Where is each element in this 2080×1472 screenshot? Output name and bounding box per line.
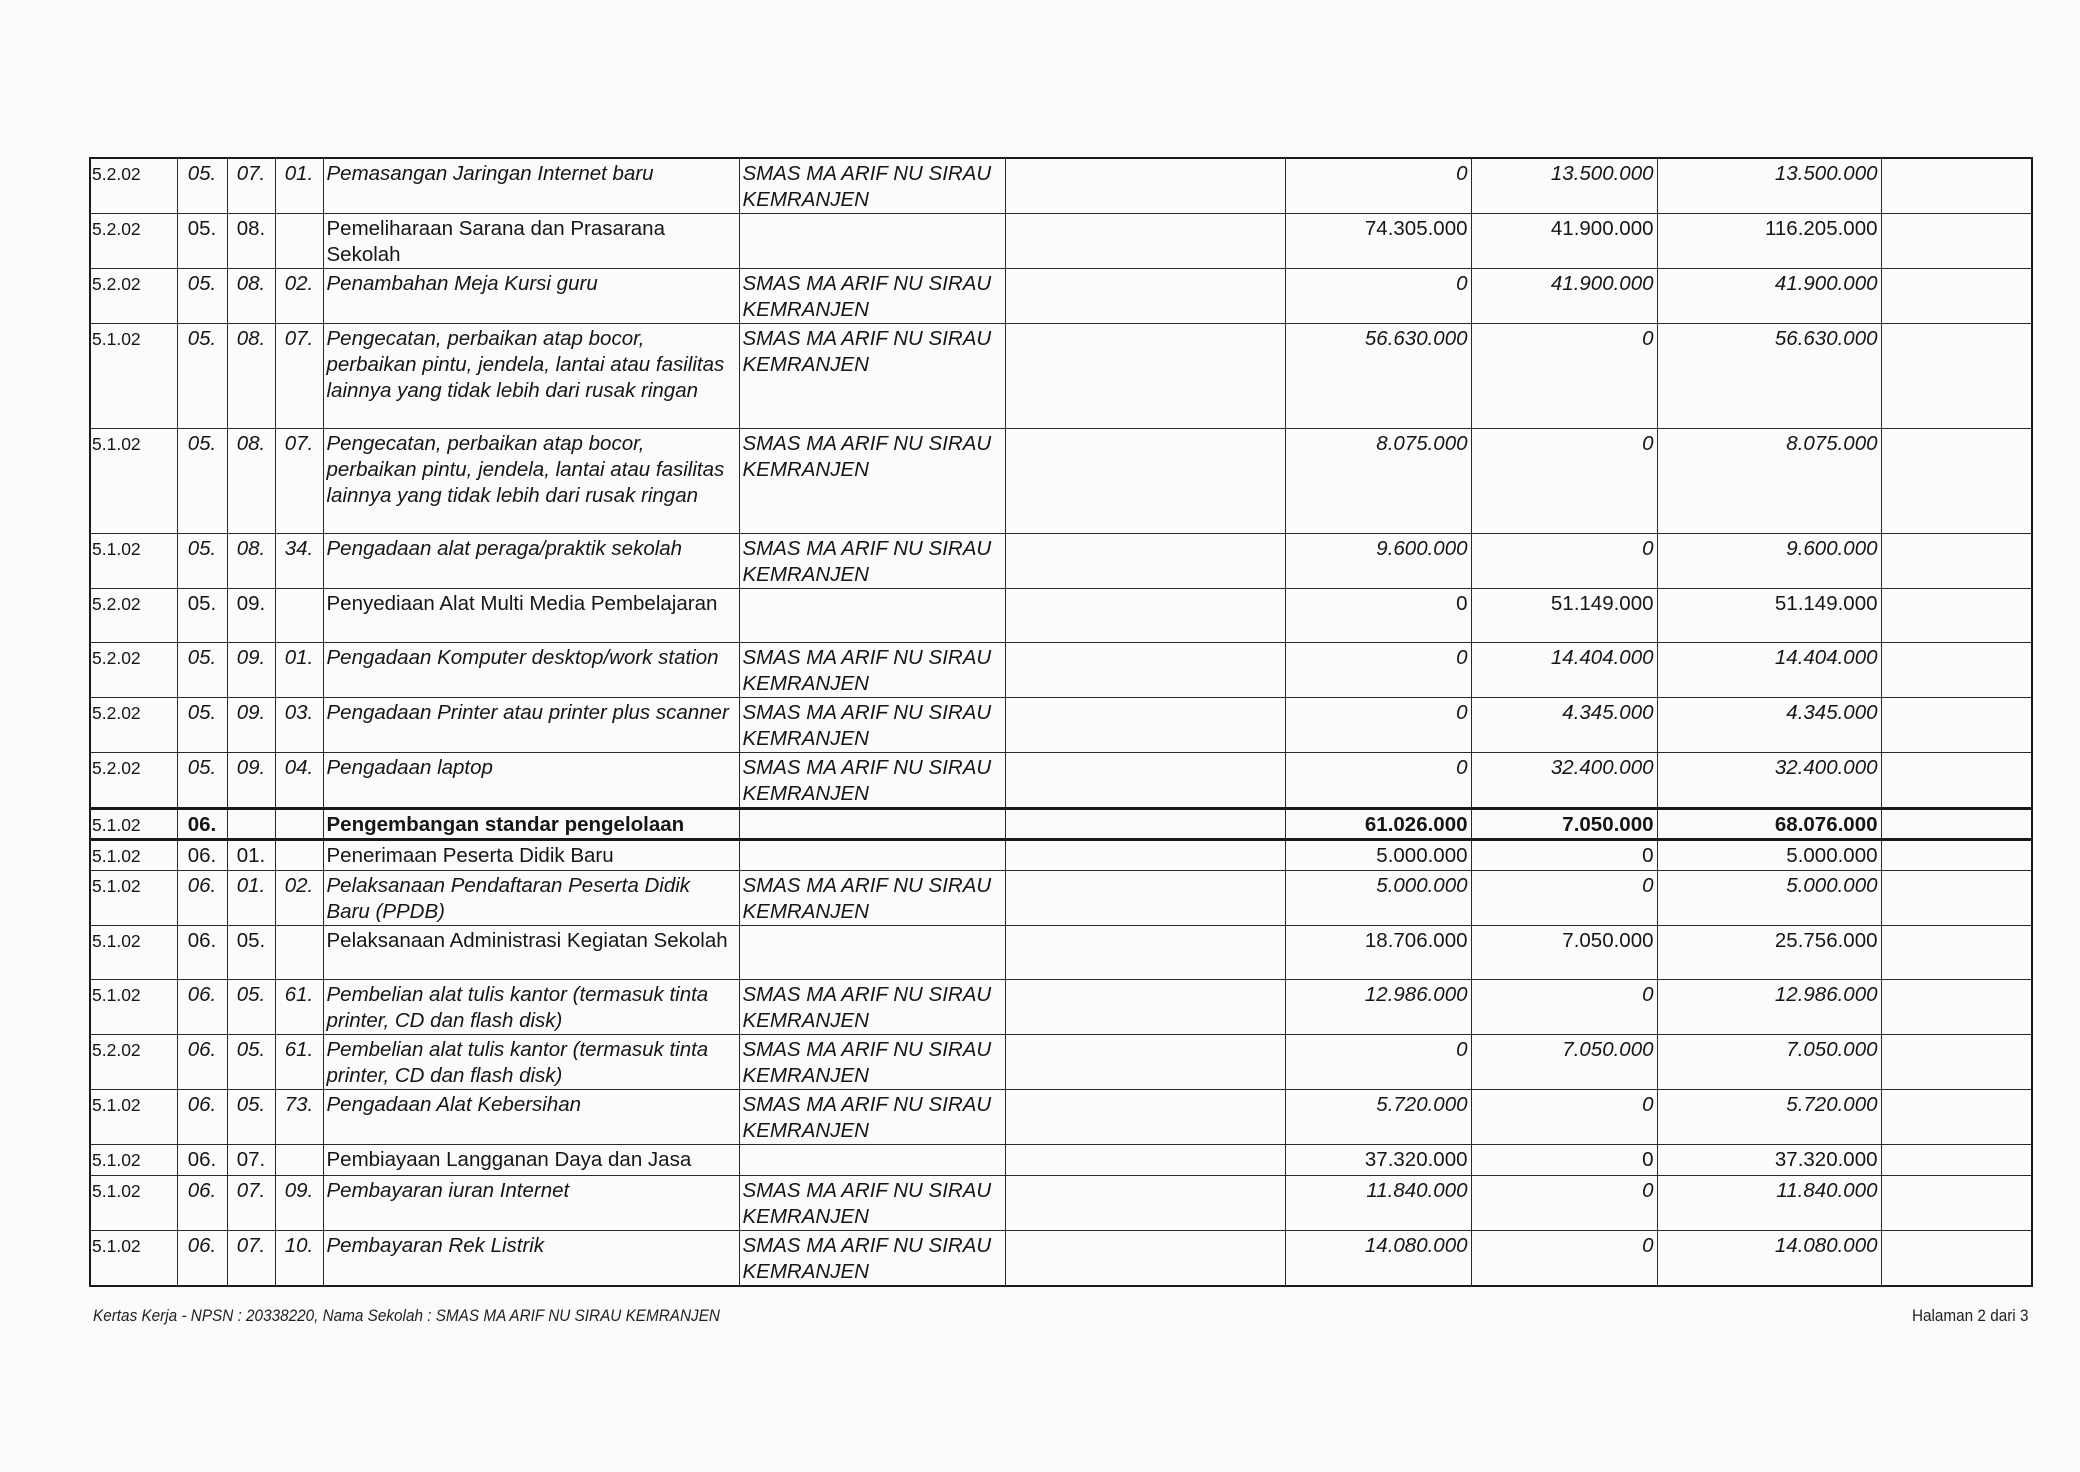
amount-2: 14.404.000 [1471,643,1657,698]
sub-activity-code: 01. [275,158,323,214]
amount-2: 7.050.000 [1471,926,1657,980]
sub-activity-code: 09. [275,1176,323,1231]
empty-cell [1005,980,1285,1035]
activity-code: 07. [227,1176,275,1231]
amount-2: 7.050.000 [1471,809,1657,840]
sub-activity-code: 04. [275,753,323,809]
amount-1: 5.720.000 [1285,1090,1471,1145]
sub-activity-code: 07. [275,324,323,429]
program-code: 06. [177,840,227,871]
description: Pemeliharaan Sarana dan Prasarana Sekolah [323,214,739,269]
program-code: 05. [177,429,227,534]
description: Pengecatan, perbaikan atap bocor, perbaikan pintu, jendela, lantai atau fasilitas lainnya yang tidak lebih dari rusak ringan [323,429,739,534]
sub-activity-code: 07. [275,429,323,534]
amount-total: 41.900.000 [1657,269,1881,324]
account-code: 5.2.02 [90,214,177,269]
activity-code: 01. [227,871,275,926]
empty-cell [1005,324,1285,429]
sub-activity-code: 34. [275,534,323,589]
table-row [90,534,2032,589]
empty-cell [1005,1090,1285,1145]
program-code: 06. [177,1035,227,1090]
school-unit: SMAS MA ARIF NU SIRAU KEMRANJEN [739,698,1005,753]
empty-cell [1005,269,1285,324]
empty-cell [1005,429,1285,534]
amount-1: 0 [1285,753,1471,809]
description: Pengadaan laptop [323,753,739,809]
amount-2: 0 [1471,840,1657,871]
account-code: 5.1.02 [90,1090,177,1145]
empty-cell [1881,698,2032,753]
sub-activity-code [275,214,323,269]
amount-1: 37.320.000 [1285,1145,1471,1176]
amount-1: 5.000.000 [1285,871,1471,926]
table-row [90,980,2032,1035]
footer-info: Kertas Kerja - NPSN : 20338220, Nama Sekolah : SMAS MA ARIF NU SIRAU KEMRANJEN [93,1306,720,1325]
description: Pengadaan Alat Kebersihan [323,1090,739,1145]
description: Pemasangan Jaringan Internet baru [323,158,739,214]
amount-total: 11.840.000 [1657,1176,1881,1231]
amount-2: 0 [1471,1090,1657,1145]
activity-code: 05. [227,926,275,980]
account-code: 5.2.02 [90,589,177,643]
table-row [90,698,2032,753]
amount-1: 61.026.000 [1285,809,1471,840]
program-code: 06. [177,1176,227,1231]
amount-total: 14.080.000 [1657,1231,1881,1287]
school-unit [739,926,1005,980]
activity-code: 08. [227,269,275,324]
school-unit: SMAS MA ARIF NU SIRAU KEMRANJEN [739,534,1005,589]
table-row [90,214,2032,269]
account-code: 5.2.02 [90,1035,177,1090]
empty-cell [1005,1231,1285,1287]
amount-total: 51.149.000 [1657,589,1881,643]
program-code: 06. [177,980,227,1035]
activity-code: 05. [227,1035,275,1090]
table-row [90,589,2032,643]
amount-total: 116.205.000 [1657,214,1881,269]
amount-1: 5.000.000 [1285,840,1471,871]
amount-total: 12.986.000 [1657,980,1881,1035]
school-unit [739,589,1005,643]
school-unit: SMAS MA ARIF NU SIRAU KEMRANJEN [739,753,1005,809]
empty-cell [1005,809,1285,840]
table-row [90,809,2032,840]
table-row [90,1035,2032,1090]
description: Pembelian alat tulis kantor (termasuk tinta printer, CD dan flash disk) [323,980,739,1035]
program-code: 05. [177,643,227,698]
program-code: 06. [177,1231,227,1287]
table-row [90,1145,2032,1176]
activity-code: 08. [227,324,275,429]
school-unit: SMAS MA ARIF NU SIRAU KEMRANJEN [739,269,1005,324]
amount-1: 12.986.000 [1285,980,1471,1035]
activity-code: 07. [227,1145,275,1176]
description: Pembayaran iuran Internet [323,1176,739,1231]
empty-cell [1005,643,1285,698]
sub-activity-code [275,926,323,980]
empty-cell [1005,1035,1285,1090]
description: Pelaksanaan Pendaftaran Peserta Didik Baru (PPDB) [323,871,739,926]
table-row [90,753,2032,809]
amount-2: 51.149.000 [1471,589,1657,643]
empty-cell [1005,589,1285,643]
amount-1: 74.305.000 [1285,214,1471,269]
empty-cell [1881,643,2032,698]
description: Pengembangan standar pengelolaan [323,809,739,840]
table-row [90,158,2032,214]
activity-code: 08. [227,534,275,589]
empty-cell [1881,926,2032,980]
activity-code: 05. [227,980,275,1035]
school-unit [739,840,1005,871]
amount-1: 18.706.000 [1285,926,1471,980]
amount-1: 14.080.000 [1285,1231,1471,1287]
amount-1: 9.600.000 [1285,534,1471,589]
account-code: 5.1.02 [90,1231,177,1287]
amount-1: 8.075.000 [1285,429,1471,534]
school-unit: SMAS MA ARIF NU SIRAU KEMRANJEN [739,643,1005,698]
amount-total: 68.076.000 [1657,809,1881,840]
empty-cell [1005,214,1285,269]
activity-code: 09. [227,698,275,753]
empty-cell [1881,809,2032,840]
amount-2: 7.050.000 [1471,1035,1657,1090]
sub-activity-code: 02. [275,269,323,324]
description: Pengadaan Printer atau printer plus scanner [323,698,739,753]
school-unit: SMAS MA ARIF NU SIRAU KEMRANJEN [739,980,1005,1035]
account-code: 5.1.02 [90,980,177,1035]
table-row [90,429,2032,534]
empty-cell [1881,429,2032,534]
empty-cell [1005,698,1285,753]
amount-total: 5.000.000 [1657,840,1881,871]
amount-total: 14.404.000 [1657,643,1881,698]
activity-code: 09. [227,589,275,643]
program-code: 06. [177,1145,227,1176]
account-code: 5.1.02 [90,1176,177,1231]
school-unit [739,1145,1005,1176]
account-code: 5.1.02 [90,429,177,534]
school-unit: SMAS MA ARIF NU SIRAU KEMRANJEN [739,1176,1005,1231]
activity-code: 09. [227,643,275,698]
school-unit [739,214,1005,269]
empty-cell [1005,871,1285,926]
account-code: 5.1.02 [90,926,177,980]
amount-2: 41.900.000 [1471,214,1657,269]
sub-activity-code: 03. [275,698,323,753]
sub-activity-code: 01. [275,643,323,698]
amount-1: 56.630.000 [1285,324,1471,429]
program-code: 05. [177,698,227,753]
table-row [90,1090,2032,1145]
empty-cell [1005,1176,1285,1231]
account-code: 5.2.02 [90,643,177,698]
empty-cell [1005,926,1285,980]
sub-activity-code: 61. [275,980,323,1035]
description: Penambahan Meja Kursi guru [323,269,739,324]
amount-2: 0 [1471,534,1657,589]
table-row [90,643,2032,698]
amount-total: 9.600.000 [1657,534,1881,589]
table-row [90,1176,2032,1231]
empty-cell [1881,269,2032,324]
table-row [90,840,2032,871]
empty-cell [1881,871,2032,926]
program-code: 06. [177,871,227,926]
empty-cell [1881,840,2032,871]
amount-total: 5.720.000 [1657,1090,1881,1145]
amount-2: 0 [1471,1231,1657,1287]
empty-cell [1881,534,2032,589]
empty-cell [1881,1145,2032,1176]
amount-total: 25.756.000 [1657,926,1881,980]
sub-activity-code: 61. [275,1035,323,1090]
activity-code: 01. [227,840,275,871]
amount-2: 41.900.000 [1471,269,1657,324]
account-code: 5.1.02 [90,840,177,871]
activity-code [227,809,275,840]
amount-2: 0 [1471,1176,1657,1231]
sub-activity-code: 73. [275,1090,323,1145]
amount-1: 0 [1285,643,1471,698]
empty-cell [1005,840,1285,871]
activity-code: 08. [227,429,275,534]
program-code: 06. [177,809,227,840]
account-code: 5.1.02 [90,1145,177,1176]
program-code: 06. [177,1090,227,1145]
empty-cell [1881,1090,2032,1145]
amount-total: 8.075.000 [1657,429,1881,534]
table-row [90,324,2032,429]
amount-total: 32.400.000 [1657,753,1881,809]
empty-cell [1881,1035,2032,1090]
program-code: 05. [177,589,227,643]
amount-1: 0 [1285,698,1471,753]
school-unit: SMAS MA ARIF NU SIRAU KEMRANJEN [739,871,1005,926]
description: Pembelian alat tulis kantor (termasuk tinta printer, CD dan flash disk) [323,1035,739,1090]
account-code: 5.2.02 [90,698,177,753]
amount-1: 0 [1285,589,1471,643]
description: Pembayaran Rek Listrik [323,1231,739,1287]
empty-cell [1005,753,1285,809]
account-code: 5.2.02 [90,269,177,324]
program-code: 05. [177,214,227,269]
amount-1: 0 [1285,269,1471,324]
account-code: 5.1.02 [90,534,177,589]
amount-total: 37.320.000 [1657,1145,1881,1176]
school-unit: SMAS MA ARIF NU SIRAU KEMRANJEN [739,1035,1005,1090]
budget-table [89,157,2033,1287]
account-code: 5.1.02 [90,809,177,840]
program-code: 06. [177,926,227,980]
page-number: Halaman 2 dari 3 [1911,1306,2028,1325]
activity-code: 07. [227,158,275,214]
amount-2: 0 [1471,1145,1657,1176]
activity-code: 05. [227,1090,275,1145]
amount-2: 32.400.000 [1471,753,1657,809]
school-unit: SMAS MA ARIF NU SIRAU KEMRANJEN [739,158,1005,214]
school-unit: SMAS MA ARIF NU SIRAU KEMRANJEN [739,324,1005,429]
program-code: 05. [177,753,227,809]
table-row [90,926,2032,980]
empty-cell [1881,214,2032,269]
description: Pelaksanaan Administrasi Kegiatan Sekolah [323,926,739,980]
description: Penerimaan Peserta Didik Baru [323,840,739,871]
amount-1: 0 [1285,1035,1471,1090]
table-row [90,269,2032,324]
sub-activity-code [275,589,323,643]
school-unit [739,809,1005,840]
description: Pengecatan, perbaikan atap bocor, perbaikan pintu, jendela, lantai atau fasilitas lainnya yang tidak lebih dari rusak ringan [323,324,739,429]
empty-cell [1881,324,2032,429]
empty-cell [1005,534,1285,589]
activity-code: 09. [227,753,275,809]
amount-2: 0 [1471,871,1657,926]
program-code: 05. [177,269,227,324]
description: Penyediaan Alat Multi Media Pembelajaran [323,589,739,643]
activity-code: 07. [227,1231,275,1287]
empty-cell [1881,753,2032,809]
table-row [90,871,2032,926]
amount-2: 13.500.000 [1471,158,1657,214]
account-code: 5.1.02 [90,871,177,926]
table-row [90,1231,2032,1287]
description: Pembiayaan Langganan Daya dan Jasa [323,1145,739,1176]
empty-cell [1005,1145,1285,1176]
sub-activity-code [275,1145,323,1176]
amount-total: 5.000.000 [1657,871,1881,926]
empty-cell [1881,1231,2032,1287]
account-code: 5.2.02 [90,753,177,809]
amount-2: 0 [1471,429,1657,534]
amount-total: 7.050.000 [1657,1035,1881,1090]
amount-total: 4.345.000 [1657,698,1881,753]
amount-1: 11.840.000 [1285,1176,1471,1231]
amount-2: 0 [1471,324,1657,429]
school-unit: SMAS MA ARIF NU SIRAU KEMRANJEN [739,1090,1005,1145]
amount-1: 0 [1285,158,1471,214]
program-code: 05. [177,158,227,214]
school-unit: SMAS MA ARIF NU SIRAU KEMRANJEN [739,1231,1005,1287]
account-code: 5.1.02 [90,324,177,429]
empty-cell [1005,158,1285,214]
amount-total: 56.630.000 [1657,324,1881,429]
sub-activity-code: 10. [275,1231,323,1287]
activity-code: 08. [227,214,275,269]
amount-2: 4.345.000 [1471,698,1657,753]
empty-cell [1881,980,2032,1035]
school-unit: SMAS MA ARIF NU SIRAU KEMRANJEN [739,429,1005,534]
description: Pengadaan alat peraga/praktik sekolah [323,534,739,589]
sub-activity-code [275,840,323,871]
empty-cell [1881,158,2032,214]
program-code: 05. [177,534,227,589]
program-code: 05. [177,324,227,429]
sub-activity-code [275,809,323,840]
amount-2: 0 [1471,980,1657,1035]
empty-cell [1881,1176,2032,1231]
empty-cell [1881,589,2032,643]
description: Pengadaan Komputer desktop/work station [323,643,739,698]
sub-activity-code: 02. [275,871,323,926]
amount-total: 13.500.000 [1657,158,1881,214]
account-code: 5.2.02 [90,158,177,214]
